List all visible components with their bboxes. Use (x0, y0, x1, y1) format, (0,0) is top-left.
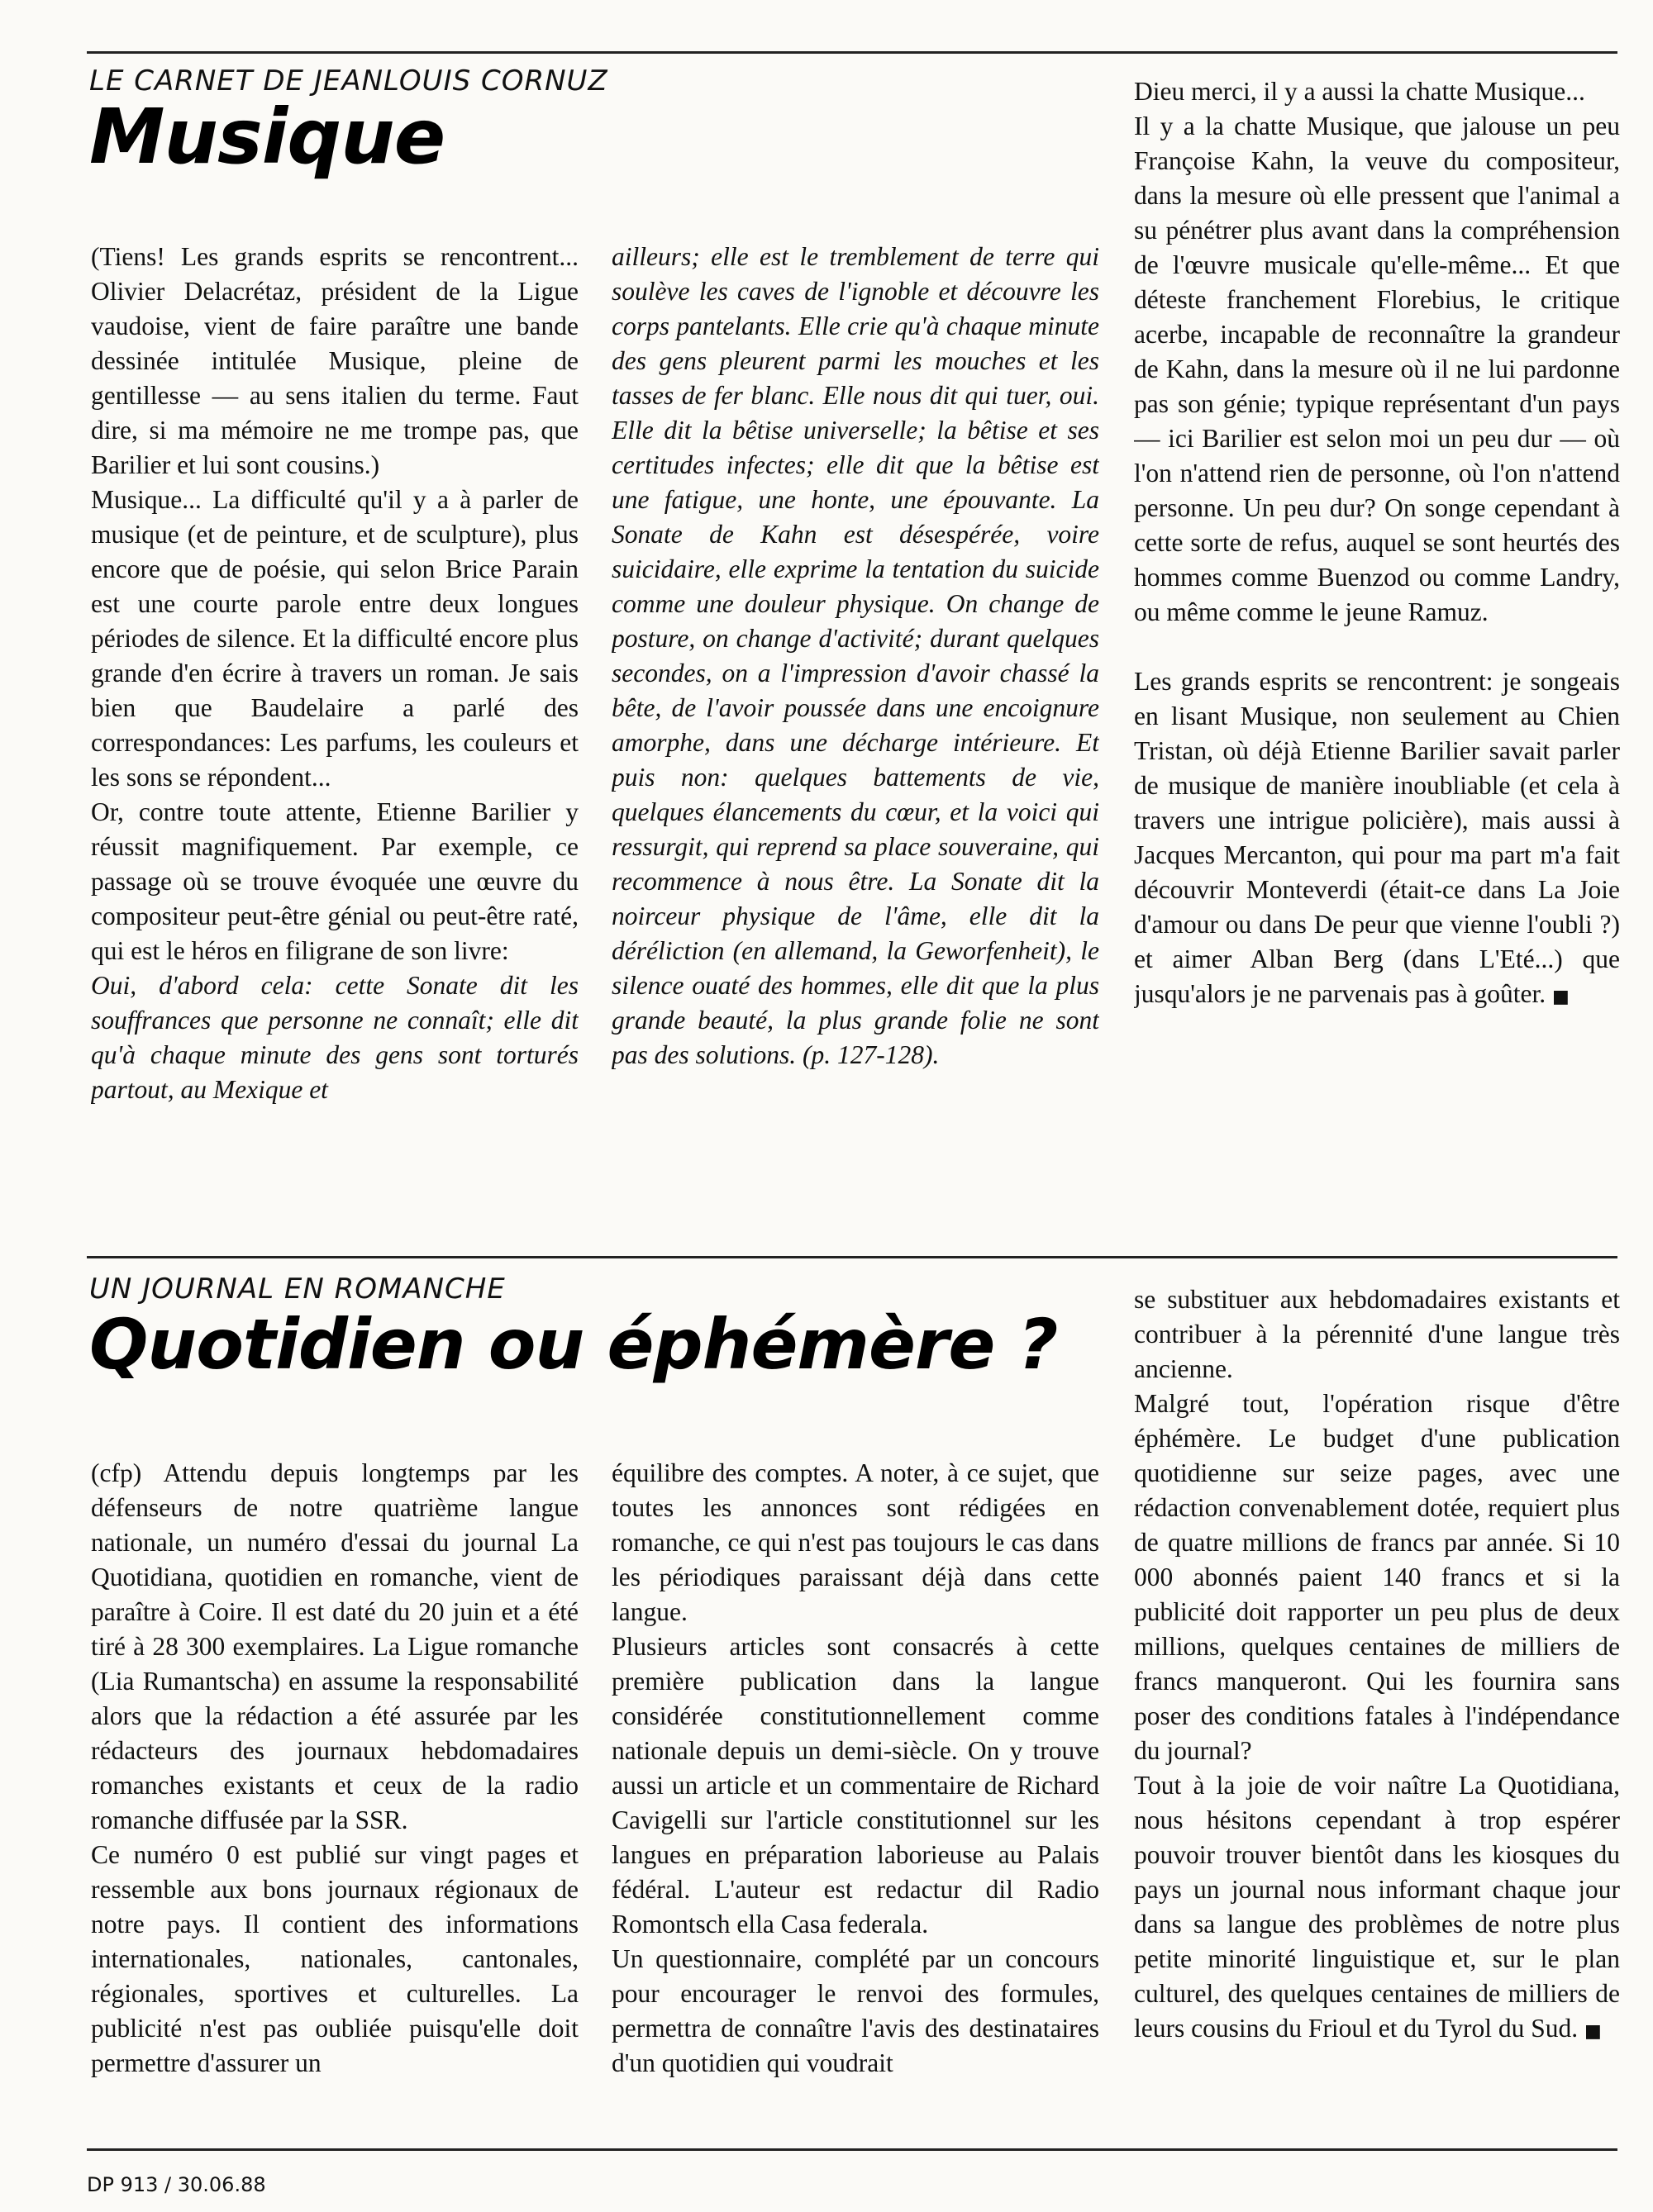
section-rule (87, 1256, 1617, 1258)
article1-column-2 (612, 240, 1099, 1190)
paragraph (1134, 1768, 1620, 2049)
article1-column-3 (1134, 74, 1620, 1190)
paragraph: Un questionnaire, complété par un concours pour encourager le renvoi des formules, permettra de connaître l'avis des destinataires d'un quotidien qui voudrait (612, 1944, 1099, 2077)
article2-column-1 (91, 1456, 579, 2100)
paragraph: Malgré tout, l'opération risque d'être éphémère. Le budget d'une publication quotidienne sur seize pages, avec une rédaction convenablement dotée, requiert plus de quatre millions de francs par année. Si 10 000 abonnés paient 140 francs et si la publicité doit rapporter un peu plus de deux millions, quelques centaines de milliers de francs manqueront. Qui les fournira sans poser des conditions fatales à l'indépendance du journal? (1134, 1389, 1620, 1765)
paragraph: (cfp) Attendu depuis longtemps par les défenseurs de notre quatrième langue nationale, un numéro d'essai du journal La Quotidiana, quotidien en romanche, vient de paraître à Coire. Il est daté du 20 juin et a été tiré à 28 300 exemplaires. La Ligue romanche (Lia Rumantscha) en assume la responsabilité alors que la rédaction a été assurée par les rédacteurs des journaux hebdomadaires romanches existants et ceux de la radio romanche diffusée par la SSR. (91, 1458, 579, 1834)
paragraph-text: Les grands esprits se rencontrent: je songeais en lisant Musique, non seulement au Chien Tristan, où déjà Etienne Barilier savait parler de musique de manière inoubliable (et cela à travers une intrigue policière), mais aussi à Jacques Mercanton, qui pour ma part m'a fait découvrir Monteverdi (était-ce dans La Joie d'amour ou dans De peur que vienne l'oubli ?) et aimer Alban Berg (dans L'Eté...) que jusqu'alors je ne parvenais pas à goûter. (1134, 667, 1620, 1008)
paragraph: Or, contre toute attente, Etienne Barilier y réussit magnifiquement. Par exemple, ce passage où se trouve évoquée une œuvre du compositeur peut-être génial ou peut-être raté, qui est le héros en filigrane de son livre: (91, 797, 579, 965)
article2-title: Quotidien ou éphémère ? (89, 1304, 1058, 1385)
paragraph: Il y a la chatte Musique, que jalouse un peu Françoise Kahn, la veuve du compositeur, dans la mesure où elle pressent que l'animal a su pénétrer plus avant dans la compréhension de l'œuvre musicale qu'elle-même... Et que déteste franchement Florebius, le critique acerbe, incapable de reconnaître la grandeur de Kahn, dans la mesure où il ne lui pardonne pas son génie; typique représentant d'un pays — ici Barilier est selon moi un peu dur — où l'on n'attend rien de personne, où l'on n'attend personne. Un peu dur? On songe cependant à cette sorte de refus, auquel se sont heurtés des hommes comme Buenzod ou comme Landry, ou même comme le jeune Ramuz. (1134, 112, 1620, 626)
end-mark: ■ (1552, 987, 1570, 1007)
paragraph (1134, 664, 1620, 1015)
article1-title: Musique (89, 93, 445, 181)
paragraph: Musique... La difficulté qu'il y a à parler de musique (et de peinture, et de sculpture), plus encore que de poésie, qui selon Brice Parain est une courte parole entre deux longues périodes de silence. Et la difficulté encore plus grande d'en écrire à travers un roman. Je sais bien que Baudelaire a parlé des correspondances: Les parfums, les couleurs et les sons se répondent... (91, 485, 579, 792)
article2-column-3 (1134, 1282, 1620, 2100)
paragraph: Oui, d'abord cela: cette Sonate dit les souffrances que personne ne connaît; elle dit qu'à chaque minute des gens sont torturés partout, au Mexique et (91, 971, 579, 1104)
bottom-rule (87, 2148, 1617, 2151)
paragraph: (Tiens! Les grands esprits se rencontrent... Olivier Delacrétaz, président de la Ligue vaudoise, vient de faire paraître une bande dessinée intitulée Musique, pleine de gentillesse — au sens italien du terme. Faut dire, si ma mémoire ne me trompe pas, que Barilier et lui sont cousins.) (91, 242, 579, 479)
paragraph: ailleurs; elle est le tremblement de terre qui soulève les caves de l'ignoble et découvre les corps pantelants. Elle crie qu'à chaque minute des gens pleurent parmi les mouches et les tasses de fer blanc. Elle nous dit qui tuer, oui. Elle dit la bêtise universelle; la bêtise et ses certitudes infectes; elle dit que la bêtise est une fatigue, une honte, une épouvante. La Sonate de Kahn est désespérée, voire suicidaire, elle exprime la tentation du suicide comme une douleur physique. On change de posture, on change d'activité; durant quelques secondes, on a l'impression d'avoir chassé la bête, de l'avoir poussée dans une encoignure amorphe, dans une décharge intérieure. Et puis non: quelques battements de vie, quelques élancements du cœur, et la voici qui ressurgit, qui reprend sa place souveraine, qui recommence à nous être. La Sonate dit la noirceur physique de l'âme, elle dit la déréliction (en allemand, la Geworfenheit), le silence ouaté des hommes, elle dit que la plus grande beauté, la plus grande folie ne sont pas des solutions. (p. 127-128). (612, 242, 1099, 1069)
page-footer: DP 913 / 30.06.88 (87, 2173, 266, 2196)
paragraph: Dieu merci, il y a aussi la chatte Musique... (1134, 77, 1585, 106)
paragraph-text: Tout à la joie de voir naître La Quotidiana, nous hésitons cependant à trop espérer pouvoir trouver bientôt dans les kiosques du pays un journal nous informant chaque jour dans sa langue des problèmes de notre plus petite minorité linguistique et, sur le plan culturel, des quelques centaines de milliers de leurs cousins du Frioul et du Tyrol du Sud. (1134, 1771, 1620, 2043)
paragraph: Plusieurs articles sont consacrés à cette première publication dans la langue considérée constitutionnellement comme nationale depuis un demi-siècle. On y trouve aussi un article et un commentaire de Richard Cavigelli sur l'article constitutionnel sur les langues en préparation laborieuse au Palais fédéral. L'auteur est redactur dil Radio Romontsch ella Casa federala. (612, 1632, 1099, 1938)
article1-column-1 (91, 240, 579, 1190)
paragraph: Ce numéro 0 est publié sur vingt pages et ressemble aux bons journaux régionaux de notre pays. Il contient des informations internationales, nationales, cantonales, régionales, sportives et culturelles. La publicité n'est pas oubliée puisqu'elle doit permettre d'assurer un (91, 1840, 579, 2077)
article2-kicker: UN JOURNAL EN ROMANCHE (89, 1272, 506, 1306)
paragraph: équilibre des comptes. A noter, à ce sujet, que toutes les annonces sont rédigées en romanche, ce qui n'est pas toujours le cas dans les périodiques paraissant déjà dans cette langue. (612, 1458, 1099, 1626)
article1-kicker: LE CARNET DE JEANLOUIS CORNUZ (89, 64, 608, 98)
article2-column-2 (612, 1456, 1099, 2100)
top-rule (87, 51, 1617, 54)
paragraph: se substituer aux hebdomadaires existants et contribuer à la pérennité d'une langue très ancienne. (1134, 1285, 1620, 1383)
end-mark: ■ (1584, 2021, 1602, 2042)
